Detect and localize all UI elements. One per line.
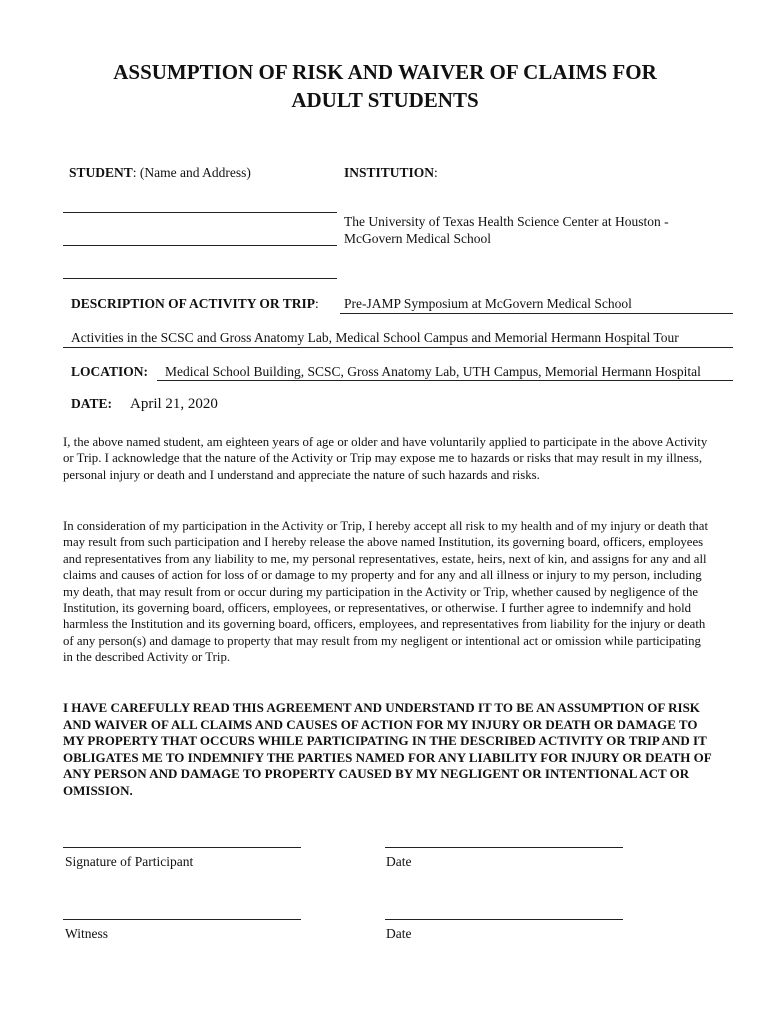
date-label: DATE: bbox=[71, 396, 113, 411]
witness-signature-line[interactable] bbox=[63, 919, 301, 920]
date-line-1[interactable] bbox=[385, 847, 623, 848]
institution-colon: : bbox=[434, 165, 438, 180]
activity-line-1 bbox=[340, 313, 733, 314]
institution-label-row bbox=[344, 165, 438, 181]
location-line bbox=[157, 380, 733, 381]
institution-value-line-1: The University of Texas Health Science Center at Houston - bbox=[344, 214, 669, 229]
location-value[interactable]: Medical School Building, SCSC, Gross Anatomy Lab, UTH Campus, Memorial Hermann Hospital bbox=[165, 364, 701, 379]
paragraph-release: In consideration of my participation in the Activity or Trip, I hereby accept all risk to my health and of my injury or death that may result from such participation and I hereby release the above named Institution, its governing board, officers, employees and representatives from any liability to me, my personal representatives, estate, heirs, next of kin, and assigns for any and all claims and causes of action for loss of or damage to my property and for any and all illness or injury to my person, including my death, that may result from or occur during my participation in the Activity or Trip, whether caused by negligence of the Institution, its governing board, officers, employees, or representatives, or otherwise. I further agree to indemnify and hold harmless the Institution and its governing board, officers, employees, and representatives from liability for the injury or death of any person(s) and damage to property that may result from my negligent or intentional act or omission while participating in the described Activity or Trip. bbox=[63, 519, 709, 665]
student-label: STUDENT bbox=[69, 165, 133, 180]
paragraph-agreement: I HAVE CAREFULLY READ THIS AGREEMENT AND UNDERSTAND IT TO BE AN ASSUMPTION OF RISK AND WAIVER OF ALL CLAIMS AND CAUSES OF ACTION FOR MY INJURY OR DEATH OR DAMAGE TO MY PROPERTY THAT OCCURS WHILE PARTICIPATING IN THE DESCRIBED ACTIVITY OR TRIP AND IT OBLIGATES ME TO INDEMNIFY THE PARTIES NAMED FOR ANY LIABILITY FOR INJURY OR DEATH OF ANY PERSON AND DAMAGE TO PROPERTY CAUSED BY MY NEGLIGENT OR INTENTIONAL ACT OR OMISSION. bbox=[63, 700, 712, 798]
paragraph-acknowledgement: I, the above named student, am eighteen years of age or older and have voluntarily applied to participate in the above Activity or Trip. I acknowledge that the nature of the Activity or Trip may expose me to hazards or risks that may result in my illness, personal injury or death and I understand and appreciate the nature of such hazards and risks. bbox=[63, 435, 708, 482]
activity-value-2[interactable]: Activities in the SCSC and Gross Anatomy Lab, Medical School Campus and Memorial Hermann Hospital Tour bbox=[71, 330, 679, 345]
document-title bbox=[40, 58, 730, 114]
participant-signature-line[interactable] bbox=[63, 847, 301, 848]
date-label-1: Date bbox=[386, 854, 412, 869]
institution-value-line-2: McGovern Medical School bbox=[344, 231, 491, 246]
activity-label: DESCRIPTION OF ACTIVITY OR TRIP bbox=[71, 296, 316, 311]
date-line-2[interactable] bbox=[385, 919, 623, 920]
witness-label: Witness bbox=[65, 926, 108, 941]
activity-label-row bbox=[71, 296, 319, 312]
date-label-2: Date bbox=[386, 926, 412, 941]
student-label-row bbox=[69, 165, 251, 181]
student-hint: : (Name and Address) bbox=[132, 165, 251, 180]
activity-value-1[interactable]: Pre-JAMP Symposium at McGovern Medical School bbox=[344, 296, 632, 311]
student-address-line-2[interactable] bbox=[63, 278, 337, 279]
institution-label: INSTITUTION bbox=[344, 165, 435, 180]
student-address-line-1[interactable] bbox=[63, 245, 337, 246]
student-name-line[interactable] bbox=[63, 212, 337, 213]
title-line-2: ADULT STUDENTS bbox=[291, 88, 479, 112]
date-value[interactable]: April 21, 2020 bbox=[130, 396, 218, 412]
activity-line-2 bbox=[63, 347, 733, 348]
activity-colon: : bbox=[315, 296, 319, 311]
location-label: LOCATION: bbox=[71, 364, 149, 379]
participant-signature-label: Signature of Participant bbox=[65, 854, 194, 869]
title-line-1: ASSUMPTION OF RISK AND WAIVER OF CLAIMS FOR bbox=[113, 60, 657, 84]
